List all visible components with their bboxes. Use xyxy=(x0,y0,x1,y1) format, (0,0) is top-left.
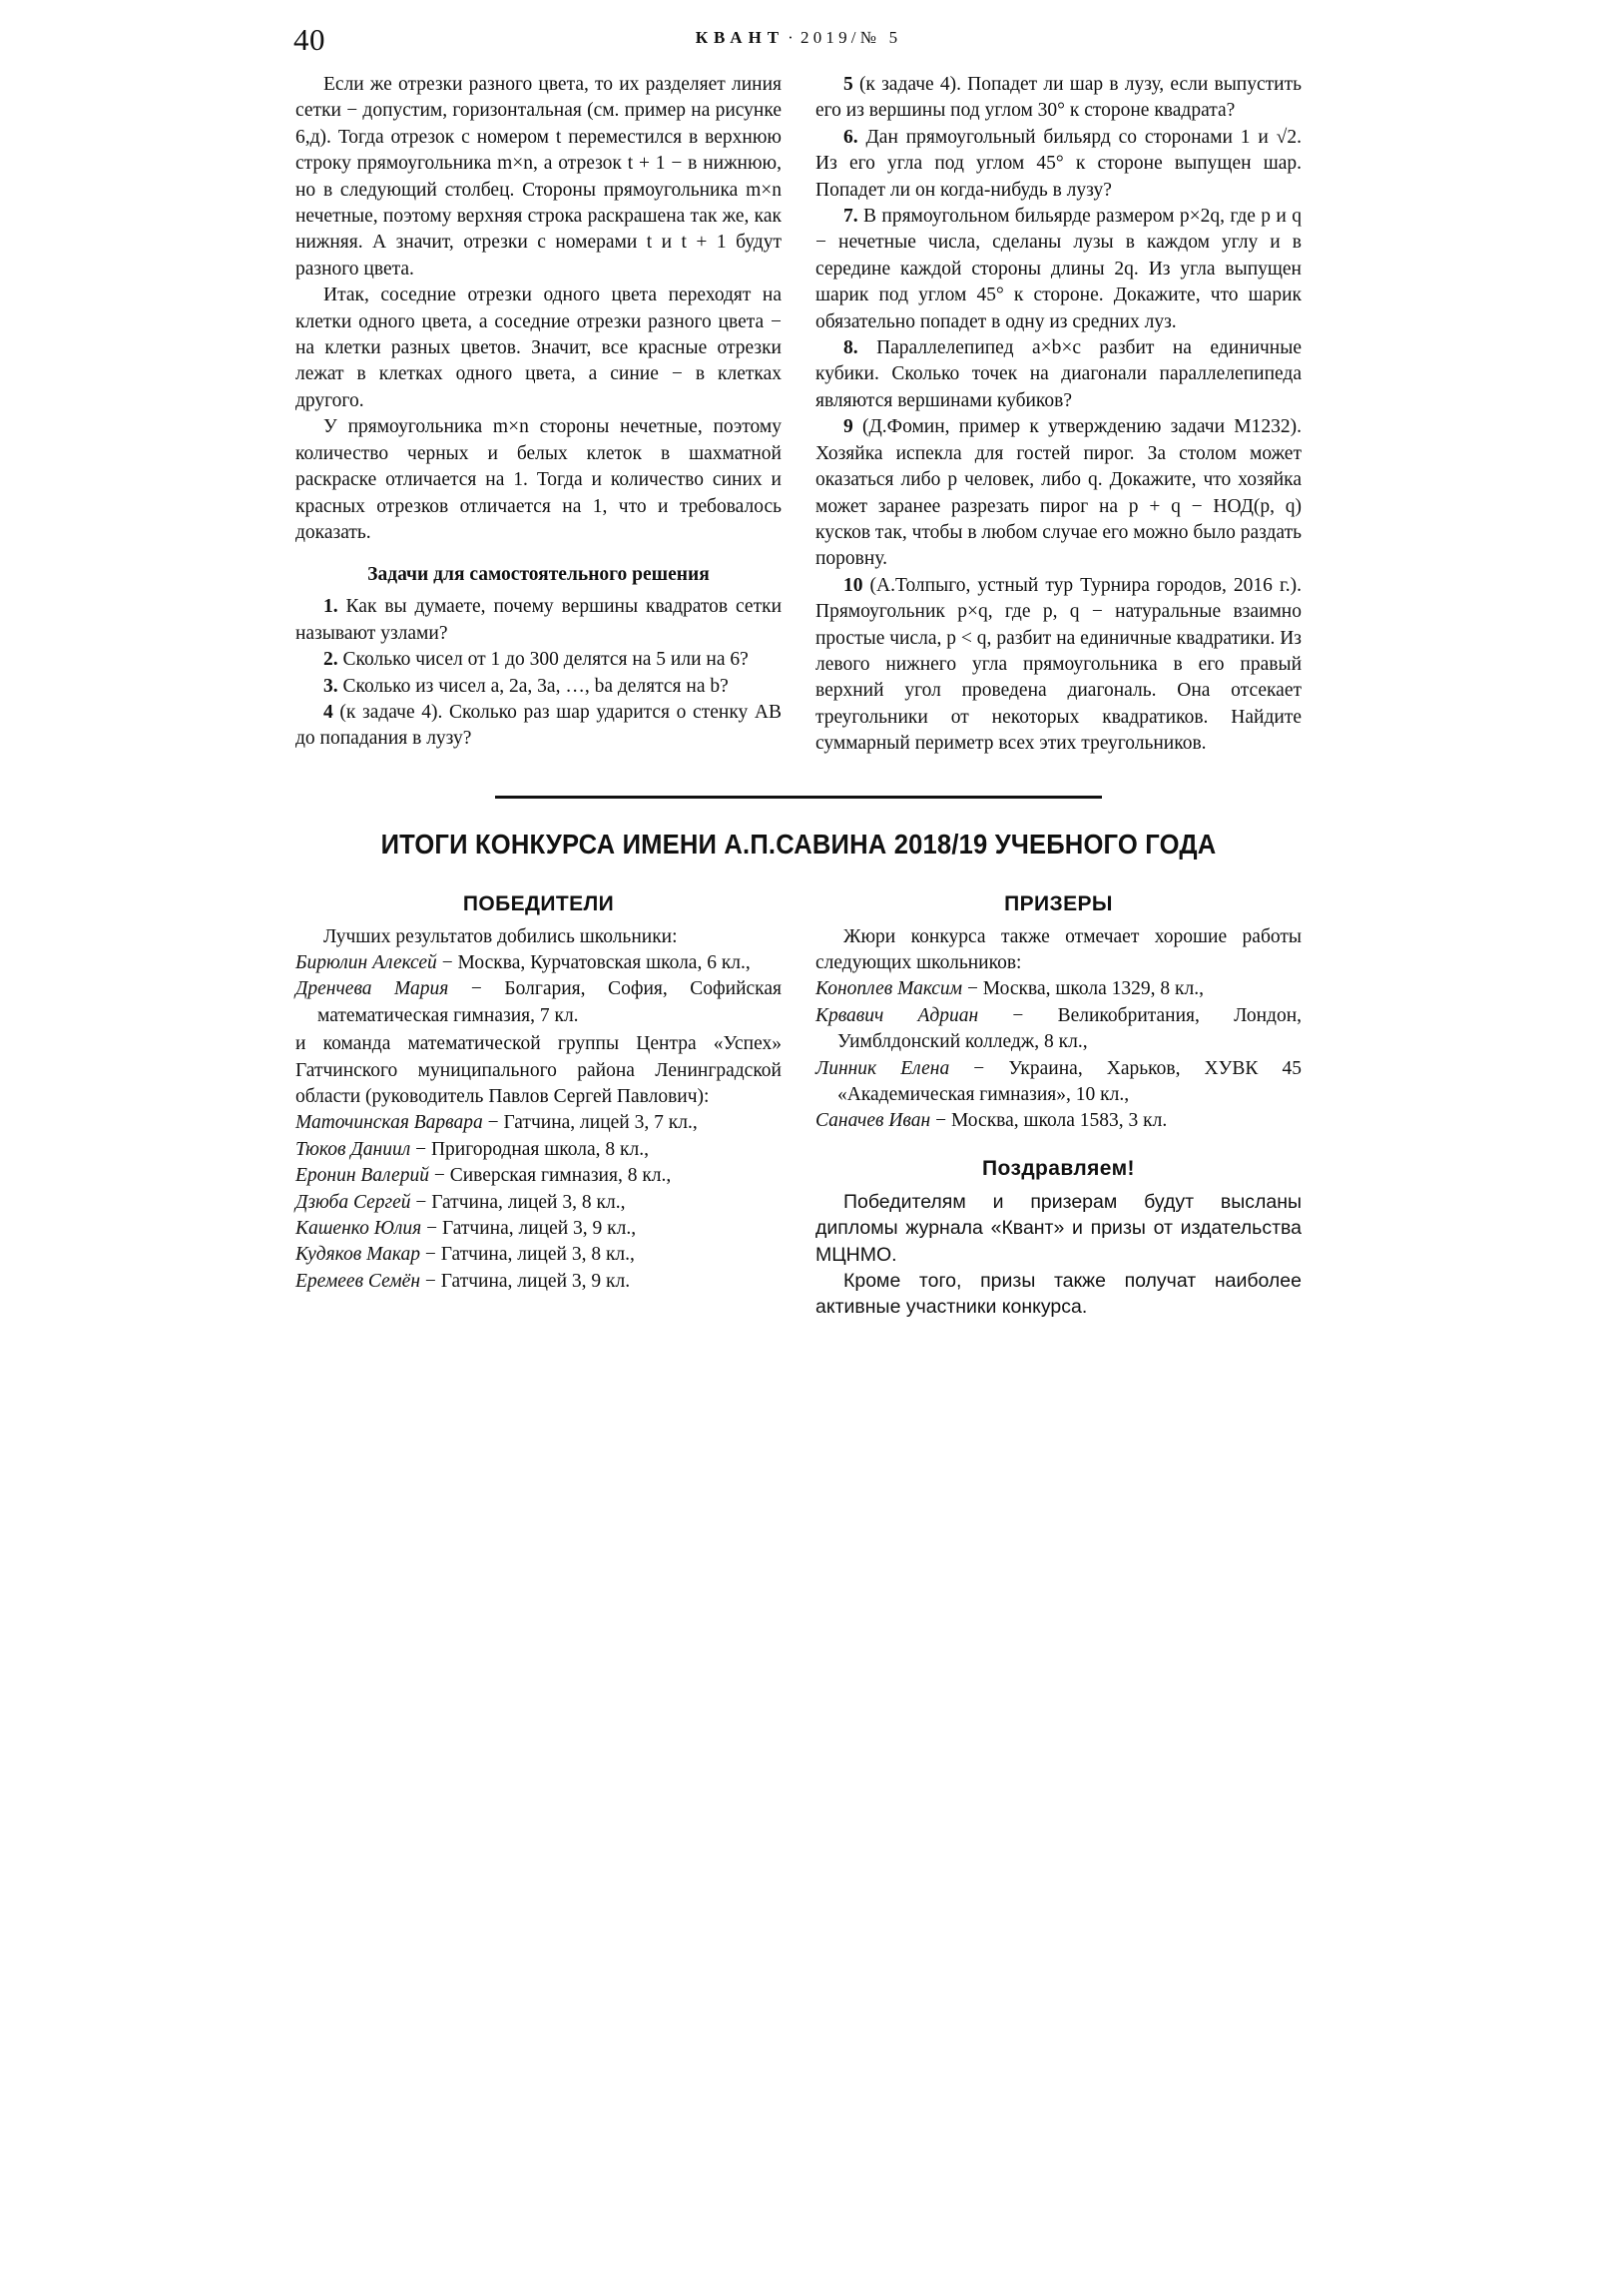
person-name: Бирюлин Алексей xyxy=(295,951,437,973)
list-item xyxy=(815,1003,1302,1056)
list-item xyxy=(295,1163,782,1189)
paragraph-text: У прямоугольника m×n стороны нечетные, поэтому количество черных и белых клеток в шахматной раскраске отличается на 1. Тогда и количество синих и красных отрезков отличается на 1, что и требовалось доказать. xyxy=(295,416,782,543)
prizewinners-list xyxy=(815,976,1302,1134)
team-list xyxy=(295,1110,782,1295)
winners-heading: ПОБЕДИТЕЛИ xyxy=(462,891,615,915)
list-item xyxy=(295,976,782,1029)
person-details: − Пригородная школа, 8 кл., xyxy=(410,1138,649,1160)
person-name: Коноплев Максим xyxy=(815,978,963,1000)
person-name: Еронин Валерий xyxy=(295,1165,429,1187)
task-number: 9 xyxy=(843,416,853,438)
journal-page xyxy=(260,0,1337,1550)
list-item xyxy=(295,950,782,976)
congratulations-paragraph: Победителям и призерам будут высланы дипломы журнала «Квант» и призы от издательства МЦНМО. xyxy=(815,1190,1302,1266)
task-text: Сколько чисел от 1 до 300 делятся на 5 или на 6? xyxy=(342,649,749,671)
person-name: Линник Елена xyxy=(815,1057,950,1079)
body-paragraph xyxy=(295,283,782,414)
task-number: 7. xyxy=(843,206,858,228)
list-item xyxy=(295,1242,782,1268)
person-name: Маточинская Варвара xyxy=(295,1112,483,1134)
contest-columns xyxy=(295,866,1302,1321)
person-details: − Украина, Харьков, ХУВК 45 «Академическая гимназия», 10 кл., xyxy=(837,1057,1302,1105)
list-item xyxy=(295,1269,782,1295)
person-name: Тюков Даниил xyxy=(295,1138,411,1160)
winners-column xyxy=(295,866,782,1321)
running-head xyxy=(293,22,1304,68)
person-details: − Гатчина, лицей 3, 8 кл., xyxy=(410,1191,626,1213)
list-item xyxy=(295,1216,782,1242)
list-item xyxy=(815,1108,1302,1134)
task-number: 8. xyxy=(843,337,858,359)
task-item xyxy=(815,573,1302,758)
task-number: 1. xyxy=(323,596,338,618)
person-details: − Гатчина, лицей 3, 8 кл., xyxy=(419,1244,635,1266)
journal-masthead xyxy=(696,28,902,48)
task-text: Сколько из чисел a, 2a, 3a, …, ba делятся на b? xyxy=(342,675,729,697)
person-name: Кудяков Макар xyxy=(295,1244,420,1266)
task-text: (к задаче 4). Сколько раз шар ударится о стенку AB до попадания в лузу? xyxy=(295,701,783,750)
task-item xyxy=(815,125,1302,204)
task-item xyxy=(295,647,782,673)
journal-issue: 2019/№ 5 xyxy=(800,28,902,47)
section-divider xyxy=(495,796,1102,799)
task-number: 2. xyxy=(323,649,338,671)
paragraph-text: Если же отрезки разного цвета, то их разделяет линия сетки − допустим, горизонтальная (см. пример на рисунке 6,д). Тогда отрезок с номером t переместился в верхнюю строку прямоугольника m×n, а отрезок t + 1 − в нижнюю, но в следующий столбец. Стороны прямоугольника m×n нечетные, поэтому верхняя строка раскрашена так же, как нижняя. А значит, отрезки с номерами t и t + 1 будут разного цвета. xyxy=(295,74,782,280)
task-item xyxy=(295,594,782,647)
task-item xyxy=(815,414,1302,572)
person-details: − Болгария, София, Софийская математическая гимназия, 7 кл. xyxy=(317,978,782,1026)
list-item xyxy=(295,1137,782,1163)
right-column xyxy=(815,72,1302,758)
task-number: 3. xyxy=(323,675,338,697)
journal-name: КВАНТ xyxy=(695,28,786,47)
task-text: Как вы думаете, почему вершины квадратов сетки называют узлами? xyxy=(295,596,783,644)
person-details: − Москва, школа 1583, 3 кл. xyxy=(930,1110,1168,1132)
person-details: − Москва, школа 1329, 8 кл., xyxy=(962,978,1204,1000)
list-item xyxy=(815,1056,1302,1109)
person-name: Дренчева Мария xyxy=(295,978,449,1000)
task-text: В прямоугольном бильярде размером p×2q, где p и q − нечетные числа, сделаны лузы в каждом углу и в середине каждой стороны длины 2q. Из угла выпущен шарик под углом 45° к стороне. Докажите, что шарик обязательно попадет в одну из средних луз. xyxy=(815,206,1302,332)
winners-list xyxy=(295,950,782,1029)
prizewinners-intro: Жюри конкурса также отмечает хорошие работы следующих школьников: xyxy=(815,925,1302,973)
person-name: Кашенко Юлия xyxy=(295,1218,422,1240)
article-columns xyxy=(295,72,1302,758)
task-number: 6. xyxy=(843,126,858,148)
task-text: (к задаче 4). Попадет ли шар в лузу, если выпустить его из вершины под углом 30° к стороне квадрата? xyxy=(815,74,1303,122)
person-name: Еремеев Семён xyxy=(295,1270,421,1292)
person-name: Дзюба Сергей xyxy=(295,1191,411,1213)
left-column xyxy=(295,72,782,758)
task-item xyxy=(815,72,1302,125)
task-item xyxy=(815,335,1302,414)
body-paragraph xyxy=(295,72,782,283)
person-details: − Гатчина, лицей 3, 7 кл., xyxy=(482,1112,698,1134)
paragraph-text: Итак, соседние отрезки одного цвета переходят на клетки одного цвета, а соседние отрезки разного цвета − на клетки разных цветов. Значит, все красные отрезки лежат в клетках одного цвета, а синие − в клетках другого. xyxy=(295,285,782,411)
list-item xyxy=(295,1190,782,1216)
task-number: 4 xyxy=(323,701,333,723)
list-item xyxy=(295,1110,782,1136)
task-text: Дан прямоугольный бильярд со сторонами 1 и √2. Из его угла под углом 45° к стороне выпущен шар. Попадет ли он когда-нибудь в лузу? xyxy=(815,126,1302,201)
person-details: − Великобритания, Лондон, Уимблдонский колледж, 8 кл., xyxy=(837,1004,1303,1053)
winners-intro: Лучших результатов добились школьники: xyxy=(323,925,678,947)
task-item xyxy=(295,700,782,753)
person-name: Крвавич Адриан xyxy=(815,1004,979,1026)
person-details: − Сиверская гимназия, 8 кл., xyxy=(428,1165,672,1187)
person-details: − Гатчина, лицей 3, 9 кл., xyxy=(421,1218,637,1240)
page-number: 40 xyxy=(293,22,325,57)
person-name: Саначев Иван xyxy=(815,1110,931,1132)
list-item xyxy=(815,976,1302,1002)
task-item xyxy=(295,674,782,700)
task-text: (Д.Фомин, пример к утверждению задачи М1232). Хозяйка испекла для гостей пирог. За столом может оказаться либо p человек, либо q. Докажите, что хозяйка может заранее разрезать пирог на p + q − НОД(p, q) кусков так, чтобы в любом случае его можно было раздать поровну. xyxy=(815,416,1302,570)
prizewinners-heading: ПРИЗЕРЫ xyxy=(1004,891,1113,915)
task-number: 10 xyxy=(843,574,863,596)
congratulations-paragraph: Кроме того, призы также получат наиболее активные участники конкурса. xyxy=(815,1270,1302,1319)
task-text: (А.Толпыго, устный тур Турнира городов, 2016 г.). Прямоугольник p×q, где p, q − натуральные взаимно простые числа, p < q, разбит на единичные квадратики. Из левого нижнего угла прямоугольника в его правый верхний угол проведена диагональ. Она отсекает треугольники от некоторых квадратиков. Найдите суммарный периметр всех этих треугольников. xyxy=(815,574,1302,755)
person-details: − Москва, Курчатовская школа, 6 кл., xyxy=(436,951,751,973)
contest-title: ИТОГИ КОНКУРСА ИМЕНИ А.П.САВИНА 2018/19 УЧЕБНОГО ГОДА xyxy=(380,828,1217,860)
prizewinners-column xyxy=(815,866,1302,1321)
task-item xyxy=(815,204,1302,335)
task-number: 5 xyxy=(843,74,853,95)
tasks-heading: Задачи для самостоятельного решения xyxy=(367,564,710,586)
person-details: − Гатчина, лицей 3, 9 кл. xyxy=(420,1270,631,1292)
task-text: Параллелепипед a×b×c разбит на единичные кубики. Сколько точек на диагонали параллелепипеда являются вершинами кубиков? xyxy=(815,337,1302,411)
masthead-separator: · xyxy=(788,28,798,47)
congratulations-heading: Поздравляем! xyxy=(982,1156,1135,1180)
team-intro: и команда математической группы Центра «Успех» Гатчинского муниципального района Ленинградской области (руководитель Павлов Сергей Павлович): xyxy=(295,1033,782,1107)
body-paragraph xyxy=(295,414,782,546)
